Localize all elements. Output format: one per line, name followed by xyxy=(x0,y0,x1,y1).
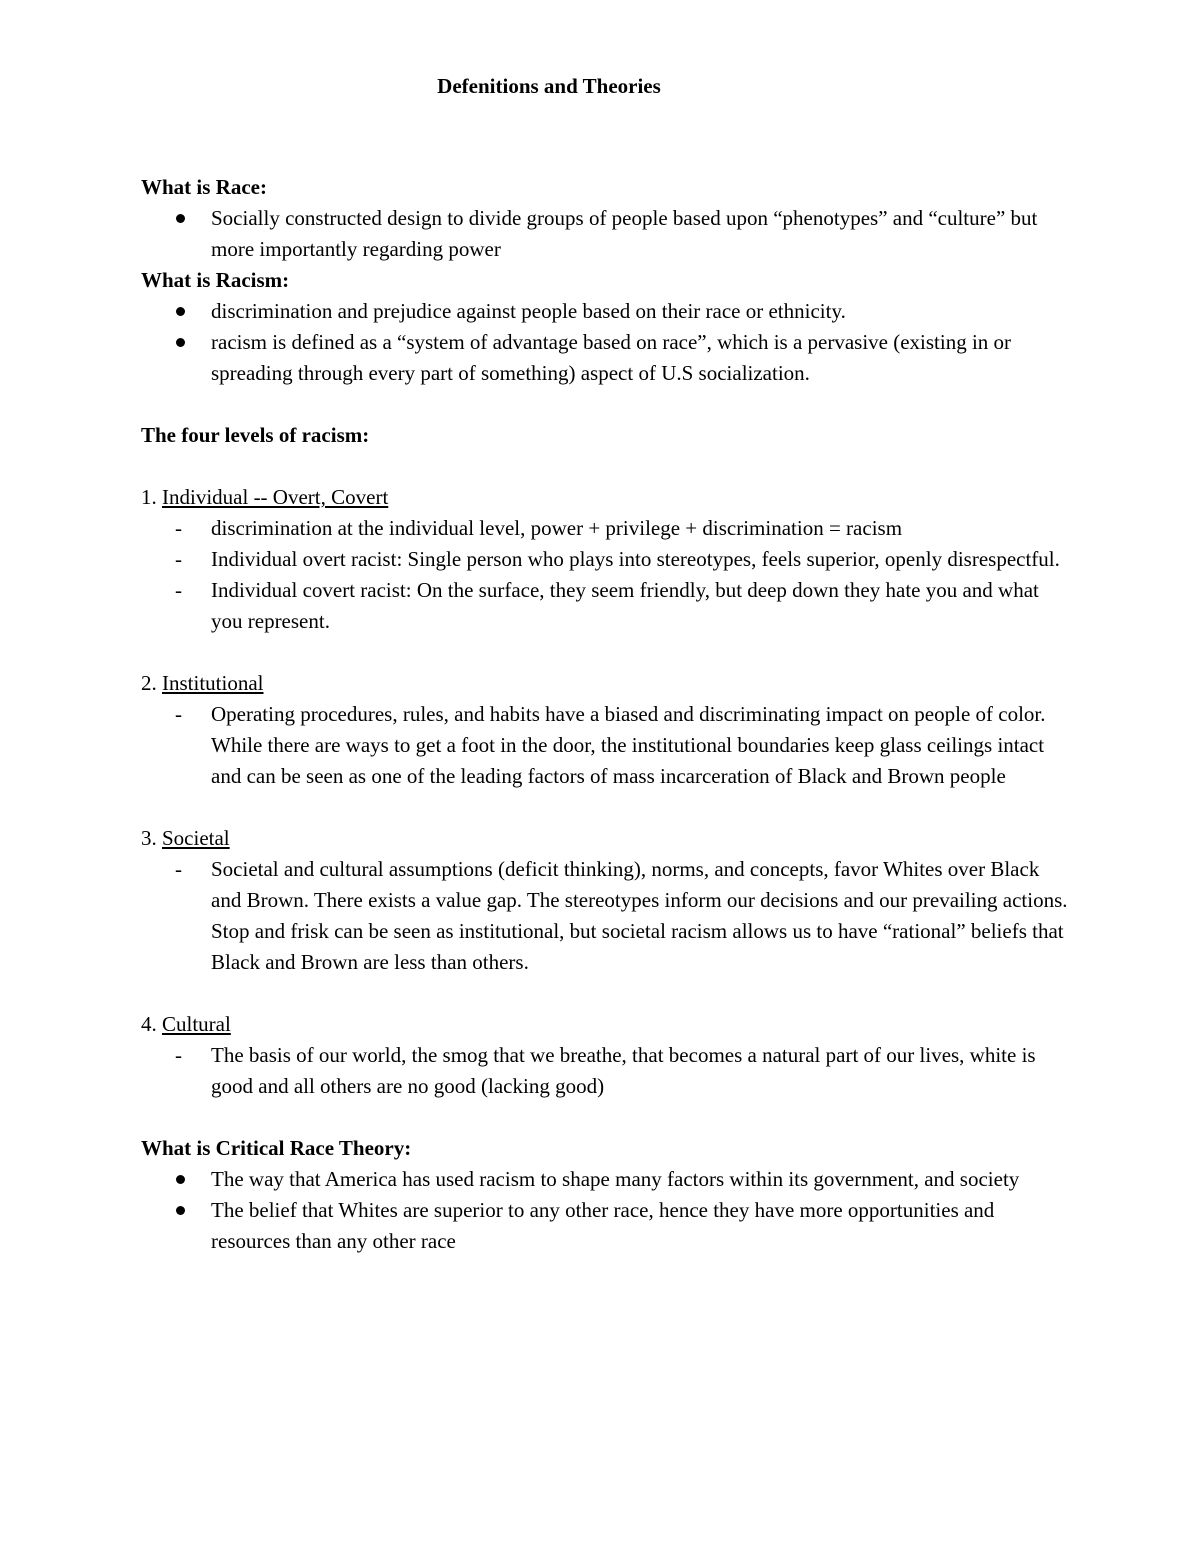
list-item xyxy=(175,513,1071,544)
list-item-text: Individual overt racist: Single person who plays into stereotypes, feels superior, openly disrespectful. xyxy=(211,547,1060,571)
document-body xyxy=(141,172,1071,1257)
crt-heading: What is Critical Race Theory: xyxy=(141,1136,412,1160)
dash-icon: - xyxy=(175,516,182,540)
race-heading: What is Race: xyxy=(141,175,267,199)
spacer xyxy=(141,451,1071,482)
dash-icon: - xyxy=(175,1043,182,1067)
level-name: Cultural xyxy=(162,1012,231,1036)
spacer xyxy=(141,792,1071,823)
list-item xyxy=(211,327,1071,389)
list-item-text: discrimination at the individual level, power + privilege + discrimination = racism xyxy=(211,516,903,540)
racism-heading: What is Racism: xyxy=(141,268,290,292)
bullet-icon xyxy=(176,1206,185,1215)
list-item-text: Socially constructed design to divide groups of people based upon “phenotypes” and “culture” but more importantly regarding power xyxy=(211,206,1038,261)
list-item xyxy=(175,854,1071,978)
list-item-text: discrimination and prejudice against people based on their race or ethnicity. xyxy=(211,299,846,323)
race-bullet-list xyxy=(141,203,1071,265)
bullet-icon xyxy=(176,338,185,347)
document-title: Defenitions and Theories xyxy=(437,74,661,98)
spacer xyxy=(141,637,1071,668)
spacer xyxy=(141,389,1071,420)
list-item-text: Operating procedures, rules, and habits have a biased and discriminating impact on people of color. While there are ways to get a foot in the door, the institutional boundaries keep glass ceilings intact and can be seen as one of the leading factors of mass incarceration of Black and Brown people xyxy=(211,702,1046,788)
dash-icon: - xyxy=(175,857,182,881)
bullet-icon xyxy=(176,1175,185,1184)
level-1-title xyxy=(141,482,1071,513)
spacer xyxy=(141,978,1071,1009)
list-item xyxy=(175,544,1071,575)
list-item-text: Societal and cultural assumptions (deficit thinking), norms, and concepts, favor Whites over Black and Brown. There exists a value gap. The stereotypes inform our decisions and our prevailing actions. Stop and frisk can be seen as institutional, but societal racism allows us to have “rational” beliefs that Black and Brown are less than others. xyxy=(211,857,1068,974)
list-item xyxy=(211,1164,1071,1195)
level-3-title xyxy=(141,823,1071,854)
list-item xyxy=(211,203,1071,265)
crt-bullet-list xyxy=(141,1164,1071,1257)
list-item-text: The belief that Whites are superior to any other race, hence they have more opportunities and resources than any other race xyxy=(211,1198,995,1253)
level-name: Institutional xyxy=(162,671,264,695)
level-1-list xyxy=(141,513,1071,637)
level-4-title xyxy=(141,1009,1071,1040)
list-item-text: The way that America has used racism to shape many factors within its government, and society xyxy=(211,1167,1020,1191)
list-item xyxy=(175,575,1071,637)
list-item xyxy=(175,1040,1071,1102)
dash-icon: - xyxy=(175,578,182,602)
bullet-icon xyxy=(176,214,185,223)
level-number: 2. xyxy=(141,671,157,695)
list-item xyxy=(175,699,1071,792)
level-number: 4. xyxy=(141,1012,157,1036)
list-item xyxy=(211,1195,1071,1257)
level-name: Individual -- Overt, Covert xyxy=(162,485,389,509)
racism-bullet-list xyxy=(141,296,1071,389)
list-item-text: Individual covert racist: On the surface, they seem friendly, but deep down they hate you and what you represent. xyxy=(211,578,1039,633)
level-2-title xyxy=(141,668,1071,699)
bullet-icon xyxy=(176,307,185,316)
list-item-text: racism is defined as a “system of advantage based on race”, which is a pervasive (existing in or spreading through every part of something) aspect of U.S socialization. xyxy=(211,330,1012,385)
level-4-list xyxy=(141,1040,1071,1102)
level-2-list xyxy=(141,699,1071,792)
level-number: 3. xyxy=(141,826,157,850)
levels-heading: The four levels of racism: xyxy=(141,423,370,447)
list-item-text: The basis of our world, the smog that we breathe, that becomes a natural part of our lives, white is good and all others are no good (lacking good) xyxy=(211,1043,1036,1098)
spacer xyxy=(141,1102,1071,1133)
level-number: 1. xyxy=(141,485,157,509)
dash-icon: - xyxy=(175,547,182,571)
dash-icon: - xyxy=(175,702,182,726)
level-3-list xyxy=(141,854,1071,978)
list-item xyxy=(211,296,1071,327)
level-name: Societal xyxy=(162,826,230,850)
